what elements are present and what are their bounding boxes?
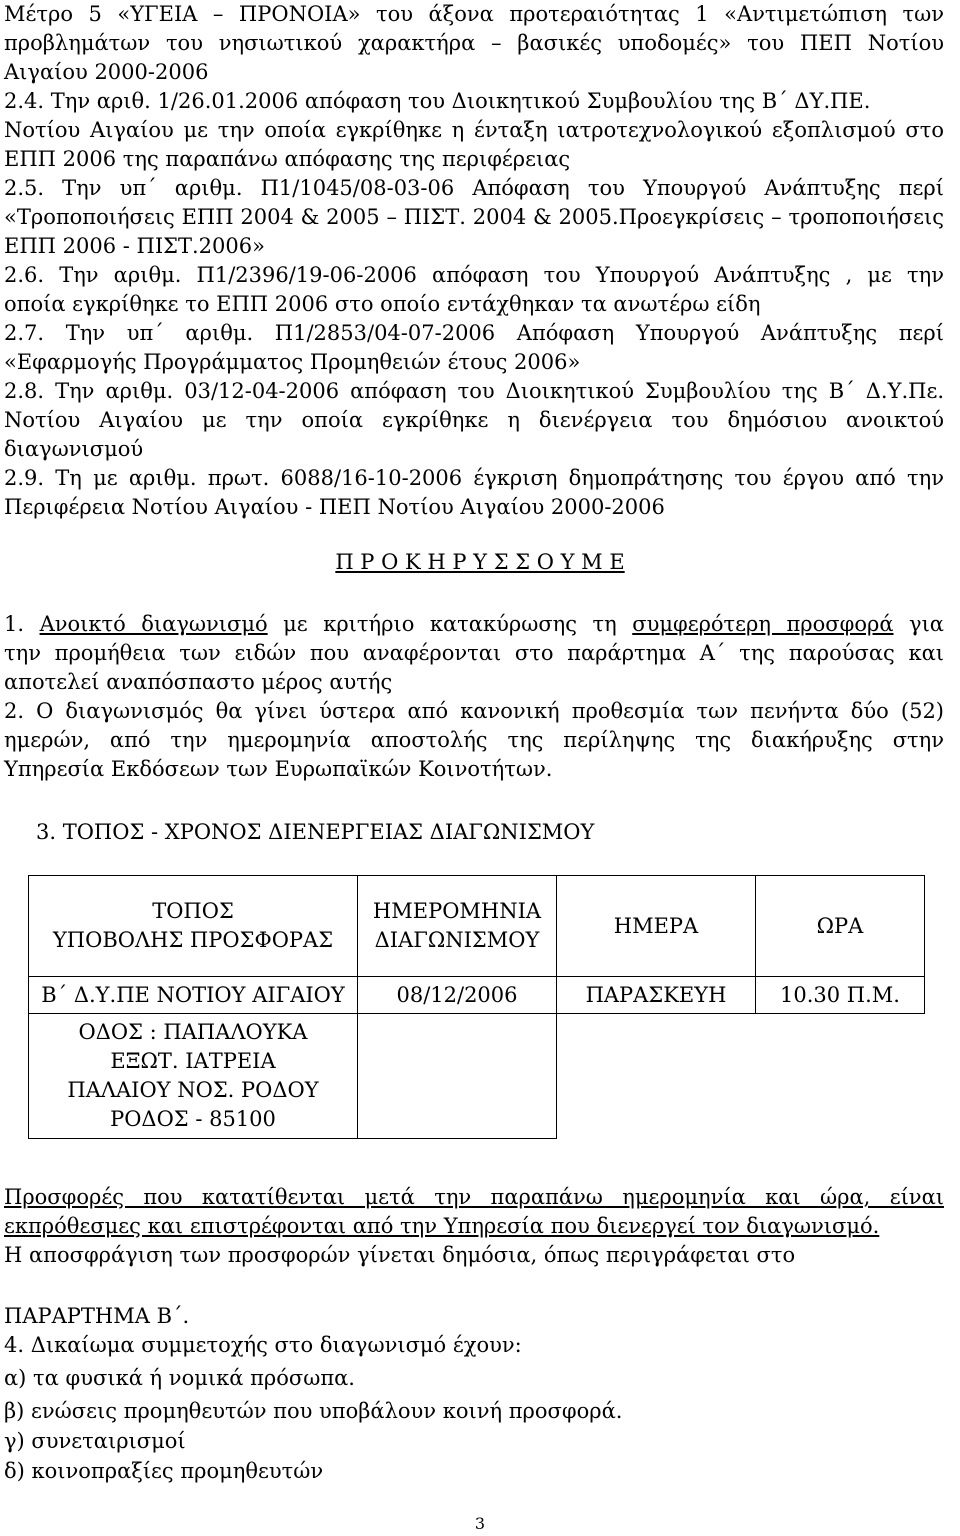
address-line: ΟΔΟΣ : ΠΑΠΑΛΟΥΚΑ xyxy=(78,1020,308,1044)
header-date xyxy=(358,876,557,977)
text-line: Νοτίου Αιγαίου με την οποία εγκρίθηκε η διενέργεια του δημόσιου ανοικτού xyxy=(4,408,944,432)
text-line: Περιφέρεια Νοτίου Αιγαίου - ΠΕΠ Νοτίου Αιγαίου 2000-2006 xyxy=(4,495,665,519)
page-number: 3 xyxy=(474,1514,486,1533)
header-time: ΩΡΑ xyxy=(756,876,925,977)
text-line: 2.7. Την υπ΄ αριθμ. Π1/2853/04-07-2006 Απόφαση Υπουργού Ανάπτυξης περί xyxy=(4,321,944,345)
open-tender-term: Ανοικτό διαγωνισμό xyxy=(39,612,268,636)
list-item: γ) συνεταιρισμοί xyxy=(4,1429,186,1453)
header-text: ΤΟΠΟΣ xyxy=(152,899,234,923)
text-line: την προμήθεια των ειδών που αναφέρονται στο παράρτημα Α΄ της παρούσας και xyxy=(4,641,944,665)
header-text: ΗΜΕΡΟΜΗΝΙΑ xyxy=(372,899,542,923)
header-day: ΗΜΕΡΑ xyxy=(557,876,756,977)
paragraph-1-line xyxy=(4,610,944,639)
text-line: 2. Ο διαγωνισμός θα γίνει ύστερα από κανονική προθεσμία των πενήντα δύο (52) xyxy=(4,699,944,723)
cell-day: ΠΑΡΑΣΚΕΥΗ xyxy=(557,977,756,1014)
text-line: 4. Δικαίωμα συμμετοχής στο διαγωνισμό έχουν: xyxy=(4,1333,522,1357)
text-line: 2.4. Την αριθ. 1/26.01.2006 απόφαση του Διοικητικού Συμβουλίου της Β΄ ΔΥ.ΠΕ. xyxy=(4,89,871,113)
cell-blank xyxy=(756,1014,925,1139)
table-row xyxy=(29,1014,925,1139)
address-line: ΡΟΔΟΣ - 85100 xyxy=(110,1107,276,1131)
text-line: Νοτίου Αιγαίου με την οποία εγκρίθηκε η ένταξη ιατροτεχνολογικού εξοπλισμού στο xyxy=(4,118,944,142)
text-line: 2.6. Την αριθμ. Π1/2396/19-06-2006 απόφαση του Υπουργού Ανάπτυξης , με την xyxy=(4,263,944,287)
text-line: ημερών, από την ημερομηνία αποστολής της περίληψης της διακήρυξης στην xyxy=(4,728,944,752)
cell-address xyxy=(29,1014,358,1139)
list-item: δ) κοινοπραξίες προμηθευτών xyxy=(4,1459,324,1483)
section-3-title: 3. ΤΟΠΟΣ - ΧΡΟΝΟΣ ΔΙΕΝΕΡΓΕΙΑΣ ΔΙΑΓΩΝΙΣΜΟΥ xyxy=(36,820,595,844)
table-header-row xyxy=(29,876,925,977)
heading-text: Π Ρ Ο Κ Η Ρ Υ Σ Σ Ο Υ Μ Ε xyxy=(335,550,625,574)
text-line: ΕΠΠ 2006 - ΠΙΣΤ.2006» xyxy=(4,234,265,258)
best-offer-term: συμφερότερη προσφορά xyxy=(632,612,894,636)
text-line: «Εφαρμογής Προγράμματος Προμηθειών έτους 2006» xyxy=(4,350,581,374)
cell-place: Β΄ Δ.Υ.ΠΕ ΝΟΤΙΟΥ ΑΙΓΑΙΟΥ xyxy=(29,977,358,1014)
text-line: αποτελεί αναπόσπαστο μέρος αυτής xyxy=(4,670,393,694)
text-line: «Τροποποιήσεις ΕΠΠ 2004 & 2005 – ΠΙΣΤ. 2004 & 2005.Προεγκρίσεις – τροποποιήσεις xyxy=(4,205,944,229)
header-text: ΥΠΟΒΟΛΗΣ ΠΡΟΣΦΟΡΑΣ xyxy=(52,928,334,952)
text-line xyxy=(4,1212,944,1241)
cell-time: 10.30 Π.Μ. xyxy=(756,977,925,1014)
list-item: β) ενώσεις προμηθευτών που υποβάλουν κοινή προσφορά. xyxy=(4,1399,623,1423)
cell-blank xyxy=(557,1014,756,1139)
text-line: 2.9. Τη με αριθμ. πρωτ. 6088/16-10-2006 έγκριση δημοπράτησης του έργου από την xyxy=(4,466,944,490)
address-line: ΕΞΩΤ. ΙΑΤΡΕΙΑ xyxy=(110,1049,276,1073)
header-place xyxy=(29,876,358,977)
underlined-text: Προσφορές που κατατίθενται μετά την παραπάνω ημερομηνία και ώρα, είναι xyxy=(4,1185,944,1209)
text-line: διαγωνισμού xyxy=(4,437,144,461)
list-item: α) τα φυσικά ή νομικά πρόσωπα. xyxy=(4,1366,355,1390)
item-number: 1. xyxy=(4,612,40,636)
text-span: για xyxy=(893,612,944,636)
table-row xyxy=(29,977,925,1014)
text-line: ΠΑΡΑΡΤΗΜΑ Β΄. xyxy=(4,1304,190,1328)
address-line: ΠΑΛΑΙΟΥ ΝΟΣ. ΡΟΔΟΥ xyxy=(67,1078,319,1102)
text-line: Η αποσφράγιση των προσφορών γίνεται δημόσια, όπως περιγράφεται στο xyxy=(4,1243,796,1267)
text-line: προβλημάτων του νησιωτικού χαρακτήρα – βασικές υποδομές» του ΠΕΠ Νοτίου xyxy=(4,31,944,55)
text-line: ΕΠΠ 2006 της παραπάνω απόφασης της περιφέρειας xyxy=(4,147,571,171)
cell-date: 08/12/2006 xyxy=(358,977,557,1014)
text-line: Υπηρεσία Εκδόσεων των Ευρωπαϊκών Κοινοτήτων. xyxy=(4,757,553,781)
schedule-table xyxy=(28,875,925,1139)
text-line: Μέτρο 5 «ΥΓΕΙΑ – ΠΡΟΝΟΙΑ» του άξονα προτεραιότητας 1 «Αντιμετώπιση των xyxy=(4,2,944,26)
cell-empty xyxy=(358,1014,557,1139)
text-line xyxy=(4,1183,944,1212)
text-line: οποία εγκρίθηκε το ΕΠΠ 2006 στο οποίο εντάχθηκαν τα ανωτέρω είδη xyxy=(4,292,761,316)
text-line: Αιγαίου 2000-2006 xyxy=(4,60,209,84)
proclamation-heading xyxy=(0,548,960,577)
header-text: ΔΙΑΓΩΝΙΣΜΟΥ xyxy=(374,928,540,952)
text-line: 2.8. Την αριθμ. 03/12-04-2006 απόφαση του Διοικητικού Συμβουλίου της Β΄ Δ.Υ.Πε. xyxy=(4,379,944,403)
underlined-text: εκπρόθεσμες και επιστρέφονται από την Υπηρεσία που διενεργεί τον διαγωνισμό. xyxy=(4,1214,880,1238)
text-span: με κριτήριο κατακύρωσης τη xyxy=(267,612,633,636)
text-line: 2.5. Την υπ΄ αριθμ. Π1/1045/08-03-06 Απόφαση του Υπουργού Ανάπτυξης περί xyxy=(4,176,944,200)
